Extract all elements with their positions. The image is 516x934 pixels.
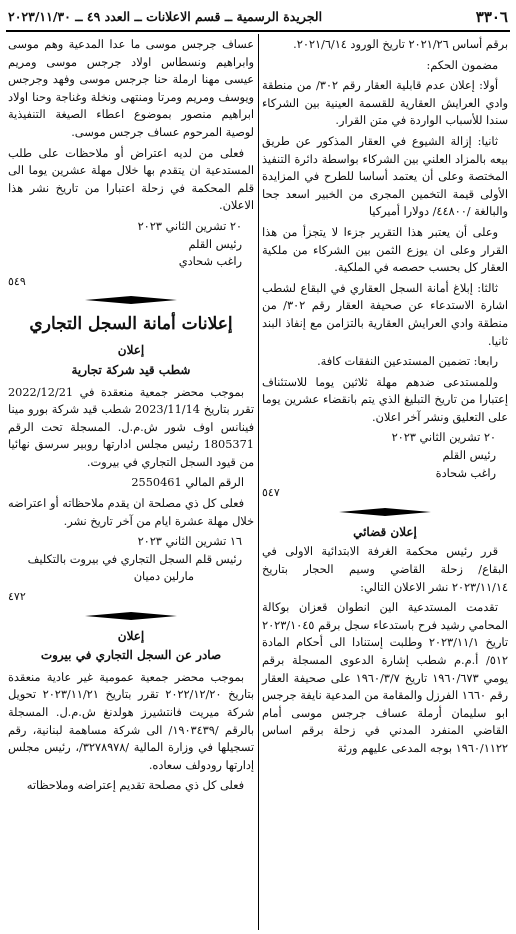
notice-subtitle: صادر عن السجل التجاري في بيروت <box>40 648 222 663</box>
notice-date: ٢٠ تشرين الثاني ٢٠٢٣ <box>391 431 496 445</box>
notice-body: بموجب محضر جمعية منعقدة في 2022/12/21 تقرر بتاريخ 2023/11/14 شطب قيد شركة بورو مينا فينانس اوف شور ش.م.ل. المسجلة تحت الرقم 1805371 رئيس مجلس ادارتها روبير سرسق نهائيا من قيود السجل التجاري في بيروت. <box>8 385 254 469</box>
notice-objection: فعلى كل ذي مصلحة ان يقدم ملاحظاته أو اعتراضه خلال مهلة عشرة ايام من آخر تاريخ نشر. <box>8 497 254 528</box>
page-number: ٣٣٠٦ <box>475 8 508 26</box>
signer-title: رئيس القلم <box>442 449 496 463</box>
judicial-notice-intro: قرر رئيس محكمة الغرفة الابتدائية الاولى في البقاع/ زحلة القاضي وسيم الحجار بتاريخ ٢٠٢٣/١١/١٤ نشر الاعلان التالي: <box>262 545 508 594</box>
column-divider <box>258 34 259 930</box>
notice-number: ٤٧٢ <box>8 590 26 604</box>
signer-name: مارلين دميان <box>133 570 194 584</box>
notice-body: بموجب محضر جمعية عمومية غير عادية منعقدة بتاريخ ٢٠٢٢/١٢/٢٠ تقرر بتاريخ ٢٠٢٣/١١/٢١ تحويل شركة ميريت فانتشيرز هولدنغ ش.م.ل. المسجلة بالرقم /١٩٠٣٤٣٩/ الى شركة مساهمة لبنانية، رقم تسجيلها في وزارة المالية /٣٢٧٨٩٧٨/، رئيس مجلس إدارتها رودولف سعاده. <box>8 670 255 772</box>
signer-name: راغب شحادة <box>435 466 496 480</box>
section-separator <box>85 296 177 304</box>
ruling-item-1: أولا: إعلان عدم قابلية العقار رقم ٣٠٢/ من منطقة وادي العرايش العقارية للقسمة العينية بين الشركاء سندا للأسباب الواردة في متن القرار. <box>262 79 508 128</box>
judicial-notice-title: إعلان قضائي <box>353 524 417 539</box>
notice-subtitle: شطب قيد شركة تجارية <box>71 362 191 377</box>
judicial-notice-body: تقدمت المستدعية الين انطوان قعزان بوكالة المحامي رشيد فرح باستدعاء سجل برقم ٢٠٢٣/١٠٤٥ تاريخ ٢٠٢٣/١١/١ وطلبت إستنادا الى أحكام المادة ٥١٢/ أ.م.م شطب إشارة الدعوى المسجلة برقم يومي ١٩٦٠/٦٧٣ تاريخ ١٩٦٠/٣/٧ على صحيفة العقار رقم ١٦٦٠ الفرزل والمقامة من المدعية نايفة جرجس ابو سليمان أرملة عساف جرجس موسى أمام القاضي المنفرد المدني في زحلة برقم اساس ١٩٦٠/١١٢٢ بوجه المدعى عليهم ورثة <box>262 601 508 755</box>
judicial-notice-continued: عساف جرجس موسى ما عدا المدعية وهم موسى وابراهيم ونسطاس اولاد جرجس موسى ومريم عيسى مهنا ارملة حنا جرجس موسى وفهد وجرجس ويوسف ومريم ومرتا ومنتهى ونخلة وغناجة وحنا اولاد ابراهيم منصور بموضوع اعطاء الصيغة التنفيذية لوصية المرحوم عساف جرجس موسى. <box>8 38 254 139</box>
section-separator <box>85 612 177 620</box>
signer-title: رئيس قلم السجل التجاري في بيروت بالتكليف <box>27 552 242 566</box>
signer-title: رئيس القلم <box>188 237 242 251</box>
notice-number: ٥٤٩ <box>8 274 26 288</box>
ruling-label: مضمون الحكم: <box>426 58 498 72</box>
notice-date: ١٦ تشرين الثاني ٢٠٢٣ <box>137 535 242 549</box>
notice-date: ٢٠ تشرين الثاني ٢٠٢٣ <box>137 219 242 233</box>
gazette-title: الجريدة الرسمية ــ قسم الاعلانات ــ العدد ٤٩ ــ ٢٠٢٣/١١/٣٠ <box>8 9 323 24</box>
notice-number: ٥٤٧ <box>262 486 280 500</box>
ruling-item-2: ثانيا: إزالة الشيوع في العقار المذكور عن طريق بيعه بالمزاد العلني بين الشركاء بواسطة دائرة التنفيذ المختصة وعلى أن يعتمد أساسا للطرح في المزايدة الأولى قيمة التخمين المجرى من الخبير اسعد جحا والبالغة /٤٤٨٠٠/ دولارا أميركيا <box>262 134 508 219</box>
signer-name: راغب شحادي <box>178 255 242 269</box>
notice-label: إعلان <box>117 628 145 643</box>
notice-label: إعلان <box>117 343 145 358</box>
ruling-item-2b: وعلى أن يعتبر هذا التقرير جزءا لا يتجزأ من هذا القرار وعلى ان يوزع الثمن بين الشركاء من ملكية العقار كل بحسب حصصه في الملكية. <box>262 225 508 275</box>
page-header <box>0 0 516 30</box>
objection-notice: فعلى من لديه اعتراض أو ملاحظات على طلب المستدعية ان يتقدم بها خلال مهلة عشرين يوما الى قلم المحكمة في زحلة اعتبارا من تاريخ نشر هذا الاعلان. <box>8 146 254 213</box>
section-separator <box>339 508 431 516</box>
case-intro: برقم أساس ٢٠٢١/٢٦ تاريخ الورود ٢٠٢١/٦/١٤. <box>293 38 508 51</box>
ruling-item-3: ثالثا: إبلاغ أمانة السجل العقاري في البقاع لشطب اشارة الاستدعاء عن صحيفة العقار رقم ٣٠٢/ من منطقة وادي العرايش العقارية بالتزامن مع إنفاذ البند ثانيا. <box>262 281 508 348</box>
appeal-notice: وللمستدعى ضدهم مهلة ثلاثين يوما للاستئناف إعتبارا من تاريخ التبليغ الذي يتم بانقضاء عشرين يوما على التعليق ونشر آخر اعلان. <box>262 375 508 424</box>
ruling-item-4: رابعا: تضمين المستدعين النفقات كافة. <box>317 355 498 369</box>
notice-objection: فعلى كل ذي مصلحة تقديم إعتراضه وملاحظاته <box>26 779 244 793</box>
left-column <box>8 36 254 798</box>
header-rule <box>6 30 510 32</box>
right-column <box>262 36 508 761</box>
financial-number: الرقم المالي 2550461 <box>131 476 244 490</box>
section-title: إعلانات أمانة السجل التجاري <box>29 314 233 335</box>
